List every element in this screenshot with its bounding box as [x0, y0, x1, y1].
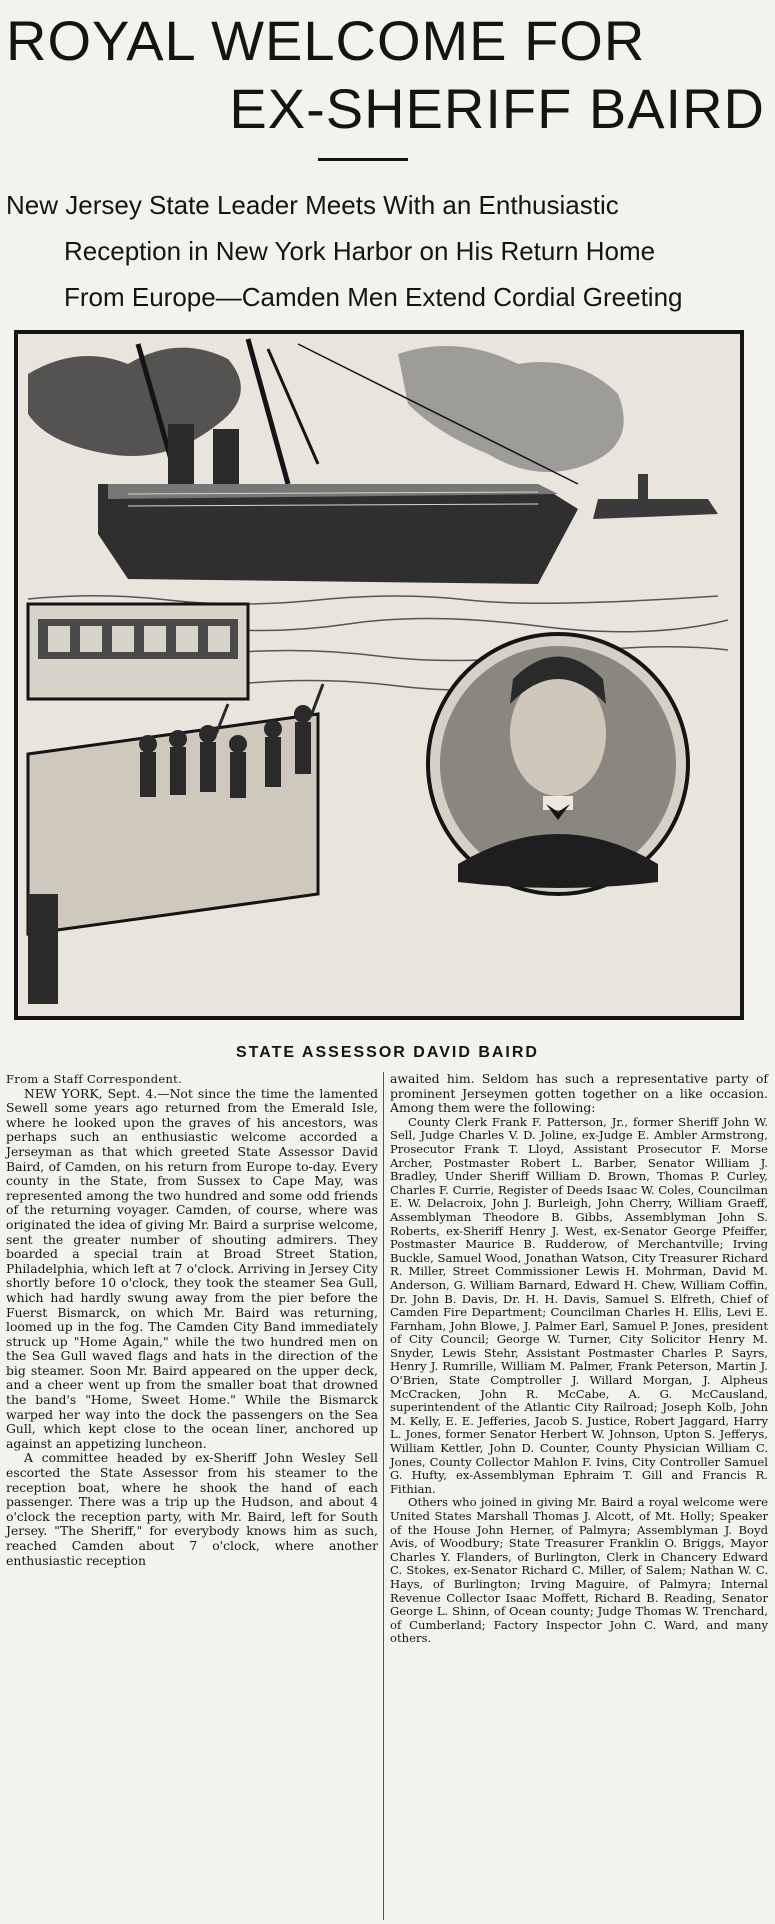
article-column-left [6, 1072, 378, 1568]
article-paragraph-1 [6, 1087, 378, 1452]
headline-line-2: EX-SHERIFF BAIRD [229, 77, 765, 140]
illustration [14, 330, 744, 1020]
headline-rule [318, 158, 408, 161]
steamship-illustration [18, 334, 740, 1016]
article-paragraph-1-text: —Not since the time the lamented Sewell some years ago returned from the Emerald Isle, where he looked upon the graves of his ancestors, was perhaps such an enthusiastic welcome accorded a Jerseyman as that which greeted State Assessor David Baird, of Camden, on his return from Europe to-day. Every county in the State, from Sussex to Cape May, was represented among the two hundred and some odd friends of the returning voyager. Camden, of course, where was originated the idea of giving Mr. Baird a surprise welcome, sent the greater number of shouting admirers. They boarded a special train at Broad Street Station, Philadelphia, which left at 7 o'clock. Arriving in Jersey City shortly before 10 o'clock, they took the steamer Sea Gull, which had hardly swung away from the pier before the Fuerst Bismarck, on which Mr. Baird was returning, loomed up in the fog. The Camden City Band immediately struck up "Home Again," while the two hundred men on the Sea Gull waved flags and hats in the direction of the big steamer. Soon Mr. Baird appeared on the upper deck, and a cheer went up from the smaller boat that drowned the band's "Home, Sweet Home." While the Bismarck warped her way into the dock the passengers on the Sea Gull, which kept close to the ocean liner, anchored up against an appetizing luncheon. [6, 1085, 378, 1451]
article-paragraph-3: awaited him. Seldom has such a representative party of prominent Jerseymen gotten together on a like occasion. Among them were the following: [390, 1071, 768, 1116]
deck-line-1: New Jersey State Leader Meets With an Enthusiastic [6, 190, 619, 220]
article-paragraph-5: Others who joined in giving Mr. Baird a royal welcome were United States Marshall Thomas J. Alcott, of Mt. Holly; Speaker of the House John Herner, of Palmyra; Assemblyman J. Boyd Avis, of Woodbury; State Treasurer Franklin O. Briggs, Mayor Charles Y. Flanders, of Burlington, Clerk in Chancery Edward C. Stokes, ex-Senator Richard C. Miller, of Salem; Nathan W. C. Hays, of Burlington; Irving Maguire, of Palmyra; Internal Revenue Collector Isaac Moffett, Richard B. Reading, Senator George L. Shinn, of Ocean county; Judge Thomas W. Trenchard, of Cumberland; Factory Inspector John C. Ward, and many others. [390, 1495, 768, 1646]
illustration-caption: STATE ASSESSOR DAVID BAIRD [236, 1044, 539, 1061]
attendee-list: County Clerk Frank F. Patterson, Jr., former Sheriff John W. Sell, Judge Charles V. D. Joline, ex-Judge E. Ambler Armstrong, Prosecutor Frank T. Lloyd, Assistant Prosecutor F. Morse Archer, Postmaster Robert L. Barber, Senator William J. Bradley, Under Sheriff William D. Brown, Thomas P. Curley, Charles F. Currie, Register of Deeds Isaac W. Coles, Councilman E. W. Delacroix, John J. Burleigh, John Cherry, William Graeff, Assemblyman Theodore B. Gibbs, Assemblyman John S. Roberts, ex-Sheriff Henry J. West, ex-Senator George Pfeiffer, Postmaster Maurice B. Rudderow, of Merchantville; Irving Buckle, Samuel Wood, Jonathan Watson, City Treasurer Richard R. Miller, Street Commissioner Lewis H. Mohrman, David M. Anderson, G. William Barnard, Edward H. Chew, William Coffin, Dr. John B. Davis, Dr. H. H. Davis, Samuel S. Elfreth, Chief of Camden Fire Department; Councilman Charles H. Ellis, Levi E. Farnham, John Blowe, J. Palmer Earl, Samuel P. Jones, president of City Council; George W. Turner, City Solicitor Henry M. Snyder, Lewis Stehr, Assistant Postmaster Charles P. Sayrs, Henry J. Rumrille, William M. Palmer, Frank Peterson, Martin J. O'Brien, State Comptroller J. Willard Morgan, J. Alpheus McCracken, John R. McCabe, A. G. McCausland, superintendent of the Atlantic City Railroad; Joseph Kolb, John M. Kelly, E. E. Jefferies, Jacob S. Justice, Robert Jaggard, Harry L. Jones, former Senator Herbert W. Johnson, Upton S. Jefferys, William Kettler, John D. Counter, County Physician William C. Jones, County Collector Mahlon F. Ivins, City Controller Samuel G. Hufty, ex-Assemblyman Ephraim T. Gill and Francis R. Fithian. [390, 1114, 769, 1496]
dateline: NEW YORK, Sept. 4. [24, 1085, 158, 1101]
article-paragraph-2: A committee headed by ex-Sheriff John Wesley Sell escorted the State Assessor from his steamer to the reception boat, where he shook the hand of each passenger. There was a trip up the Hudson, and about 4 o'clock the reception party, with Mr. Baird, left for South Jersey. "The Sheriff," for everybody knows him as such, reached Camden about 7 o'clock, where another enthusiastic reception [6, 1450, 378, 1568]
article-column-right [390, 1072, 768, 1646]
byline: From a Staff Correspondent. [6, 1072, 183, 1086]
deck-line-3: From Europe—Camden Men Extend Cordial Greeting [64, 282, 683, 312]
deck-line-2: Reception in New York Harbor on His Return Home [64, 236, 656, 266]
headline-line-1: ROYAL WELCOME FOR [6, 9, 646, 72]
column-divider [383, 1072, 384, 1920]
